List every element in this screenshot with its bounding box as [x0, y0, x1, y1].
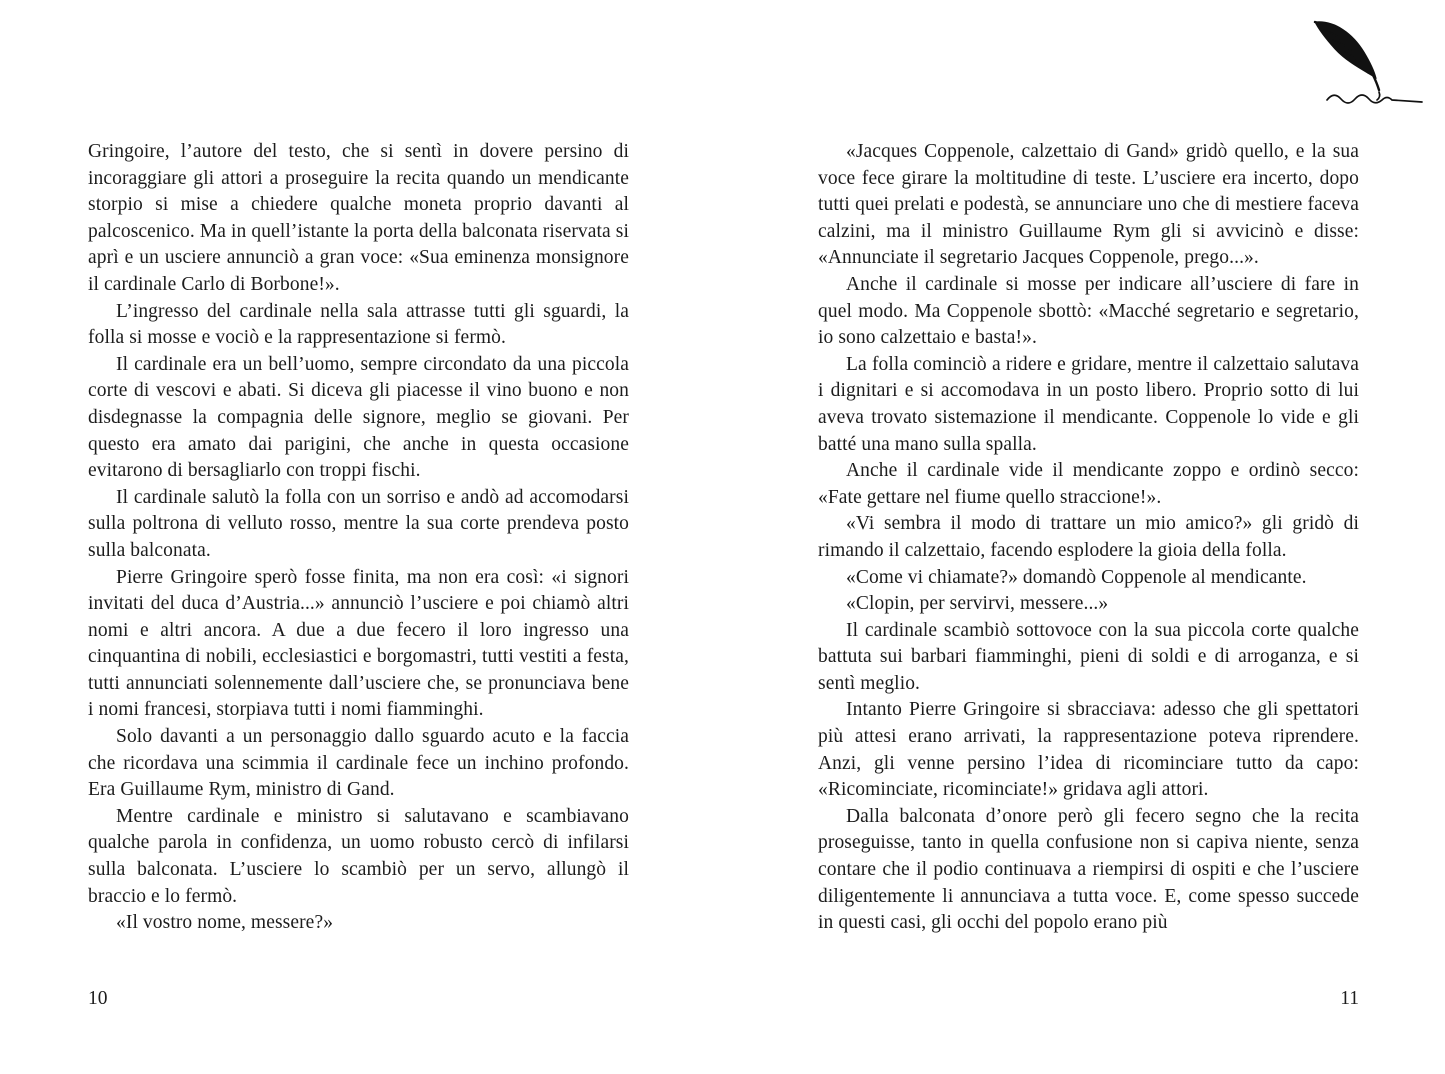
paragraph: «Vi sembra il modo di trattare un mio amico?» gli gridò di rimando il calzettaio, facendo esplodere la gioia della folla. [818, 513, 1359, 561]
paragraph: Gringoire, l’autore del testo, che si sentì in dovere persino di incoraggiare gli attori a proseguire la recita quando un mendicante storpio si mise a chiedere qualche moneta proprio davanti al palcoscenico. Ma in quell’istante la porta della balconata riservata si aprì e un usciere annunciò a gran voce: «Sua eminenza monsignore il cardinale Carlo di Borbone!». [88, 141, 629, 295]
paragraph: Pierre Gringoire sperò fosse finita, ma non era così: «i signori invitati del duca d’Austria...» annunciò l’usciere e poi chiamò altri nomi e altri ancora. A due a due fecero il loro ingresso una cinquantina di nobili, ecclesiastici e borgomastri, tutti vestiti a festa, tutti annunciati solennemente dall’usciere che, se pronunciava bene i nomi francesi, storpiava tutti i nomi fiamminghi. [88, 566, 629, 721]
paragraph: Mentre cardinale e ministro si salutavano e scambiavano qualche parola in confidenza, un uomo robusto cercò di infilarsi sulla balconata. L’usciere lo scambiò per un servo, allungò il braccio e lo fermò. [88, 805, 629, 907]
paragraph: «Il vostro nome, messere?» [116, 912, 334, 934]
paragraph: La folla cominciò a ridere e gridare, mentre il calzettaio salutava i dignitari e si accomodava in un posto libero. Proprio sotto di lui aveva trovato sistemazione il mendicante. Coppenole lo vide e gli batté una mano sulla spalla. [818, 353, 1359, 455]
quill-feather-icon [1293, 16, 1433, 114]
paragraph: Solo davanti a un personaggio dallo sguardo acuto e la faccia che ricordava una scimmia il cardinale fece un inchino profondo. Era Guillaume Rym, ministro di Gand. [88, 726, 629, 801]
paragraph: Dalla balconata d’onore però gli fecero segno che la recita proseguisse, tanto in quella confusione non si capiva niente, senza contare che il podio continuava a riempirsi di ospiti e che l’usciere diligentemente li annunciava a tutta voce. E, come spesso succede in questi casi, gli occhi del popolo erano più [818, 805, 1359, 934]
paragraph: Anche il cardinale vide il mendicante zoppo e ordinò secco: «Fate gettare nel fiume quello straccione!». [818, 460, 1359, 508]
page-number-right: 11 [1340, 988, 1359, 1009]
paragraph: Il cardinale scambiò sottovoce con la sua piccola corte qualche battuta sui barbari fiamminghi, pieni di soldi e di arroganza, e si sentì meglio. [818, 619, 1359, 694]
paragraph: Il cardinale salutò la folla con un sorriso e andò ad accomodarsi sulla poltrona di velluto rosso, mentre la sua corte prendeva posto sulla balconata. [88, 486, 629, 561]
page-left-text [88, 139, 629, 937]
paragraph: «Come vi chiamate?» domandò Coppenole al mendicante. [846, 566, 1307, 588]
paragraph: Anche il cardinale si mosse per indicare all’usciere di fare in quel modo. Ma Coppenole sbottò: «Macché segretario e segretario, io sono calzettaio e basta!». [818, 273, 1359, 349]
paragraph: Il cardinale era un bell’uomo, sempre circondato da una piccola corte di vescovi e abati. Si diceva gli piacesse il vino buono e non disdegnasse la compagnia delle signore, meglio se giovani. Per questo era amato dai parigini, che anche in questa occasione evitarono di bersagliarlo con troppi fischi. [88, 353, 629, 482]
paragraph: L’ingresso del cardinale nella sala attrasse tutti gli sguardi, la folla si mosse e vociò e la rappresentazione si fermò. [88, 300, 629, 349]
paragraph: «Clopin, per servirvi, messere...» [846, 593, 1109, 615]
page-right-text [818, 139, 1359, 937]
page-number-left: 10 [88, 988, 108, 1009]
paragraph: Intanto Pierre Gringoire si sbracciava: adesso che gli spettatori più attesi erano arrivati, la rappresentazione poteva riprendere. Anzi, gli venne persino l’idea di ricominciare tutto da capo: «Ricominciate, ricominciate!» gridava agli attori. [818, 699, 1359, 801]
paragraph: «Jacques Coppenole, calzettaio di Gand» gridò quello, e la sua voce fece girare la moltitudine di teste. L’usciere era incerto, dopo tutti quei prelati e podestà, se annunciare uno che di mestiere faceva calzini, ma il ministro Guillaume Rym gli si avvicinò e disse: «Annunciate il segretario Jacques Coppenole, prego...». [818, 141, 1359, 269]
